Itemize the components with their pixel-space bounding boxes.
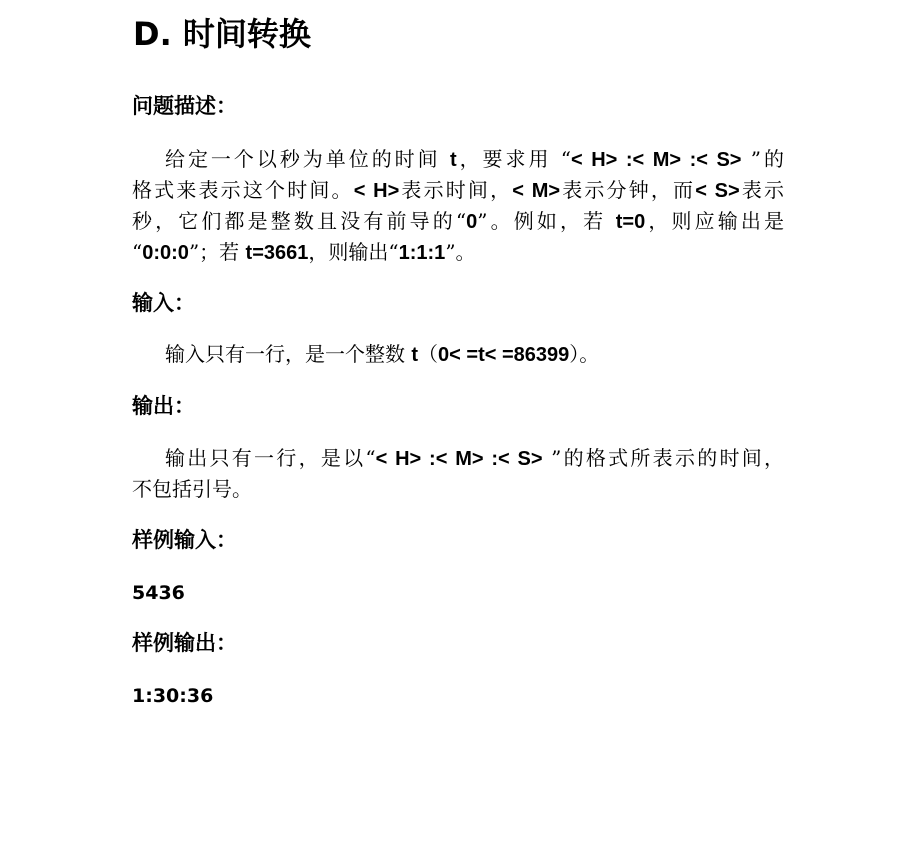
output-line-1 — [132, 443, 784, 474]
inline-code: < H> :< M> :< S> — [375, 448, 543, 470]
text-run: ，则应输出是 — [645, 209, 784, 233]
text-run: ”的格式所表示的时间， — [542, 446, 784, 470]
inline-code: < H> — [353, 180, 400, 202]
text-run: ）。 — [569, 342, 600, 366]
input-heading: 输入： — [132, 291, 195, 315]
text-run: ”；若 — [188, 240, 246, 264]
text-run: （ — [418, 342, 439, 366]
text-run: 输入只有一行，是一个整数 — [165, 342, 412, 366]
inline-code: t=3661 — [245, 242, 309, 264]
description-line-1 — [132, 144, 784, 175]
output-paragraph — [132, 443, 784, 505]
inline-code: 0 — [466, 211, 478, 233]
description-line-2 — [132, 175, 784, 206]
sample-output-value: 1:30:36 — [132, 685, 214, 707]
text-run: 表示时间， — [399, 178, 513, 202]
inline-code: < H> :< M> :< S> — [571, 149, 742, 171]
sample-input-heading: 样例输入： — [132, 528, 237, 552]
text-run: 不包括引号。 — [132, 477, 252, 501]
inline-code: t — [411, 344, 419, 366]
description-heading: 问题描述： — [132, 94, 237, 118]
inline-code: t=0 — [615, 211, 646, 233]
text-run: 秒，它们都是整数且没有前导的“ — [132, 209, 467, 233]
inline-code: 1:1:1 — [398, 242, 446, 264]
sample-output-heading: 样例输出： — [132, 631, 237, 655]
inline-code: t — [449, 149, 457, 171]
text-run: ”。 — [445, 240, 476, 264]
page-title: D. 时间转换 — [133, 15, 311, 53]
text-run: “ — [132, 240, 143, 264]
description-paragraph — [132, 144, 784, 268]
inline-code: < S> — [695, 180, 740, 202]
input-line-1 — [132, 339, 784, 370]
description-line-4 — [132, 237, 784, 268]
text-run: 输出只有一行，是以“ — [165, 446, 376, 470]
text-run: ”。例如，若 — [477, 209, 616, 233]
output-line-2 — [132, 474, 784, 505]
sample-input-value: 5436 — [132, 582, 185, 604]
input-paragraph — [132, 339, 784, 370]
inline-code: < M> — [512, 180, 561, 202]
text-run: ”的 — [741, 147, 784, 171]
inline-code: 0< =t< =86399 — [438, 344, 570, 366]
text-run: 格式来表示这个时间。 — [132, 178, 354, 202]
text-run: ，要求用 “ — [456, 147, 571, 171]
text-run: ，则输出“ — [308, 240, 399, 264]
inline-code: 0:0:0 — [142, 242, 189, 264]
description-line-3 — [132, 206, 784, 237]
text-run: 表示 — [739, 178, 785, 202]
text-run: 给定一个以秒为单位的时间 — [165, 147, 450, 171]
output-heading: 输出： — [132, 394, 195, 418]
text-run: 表示分钟，而 — [560, 178, 696, 202]
